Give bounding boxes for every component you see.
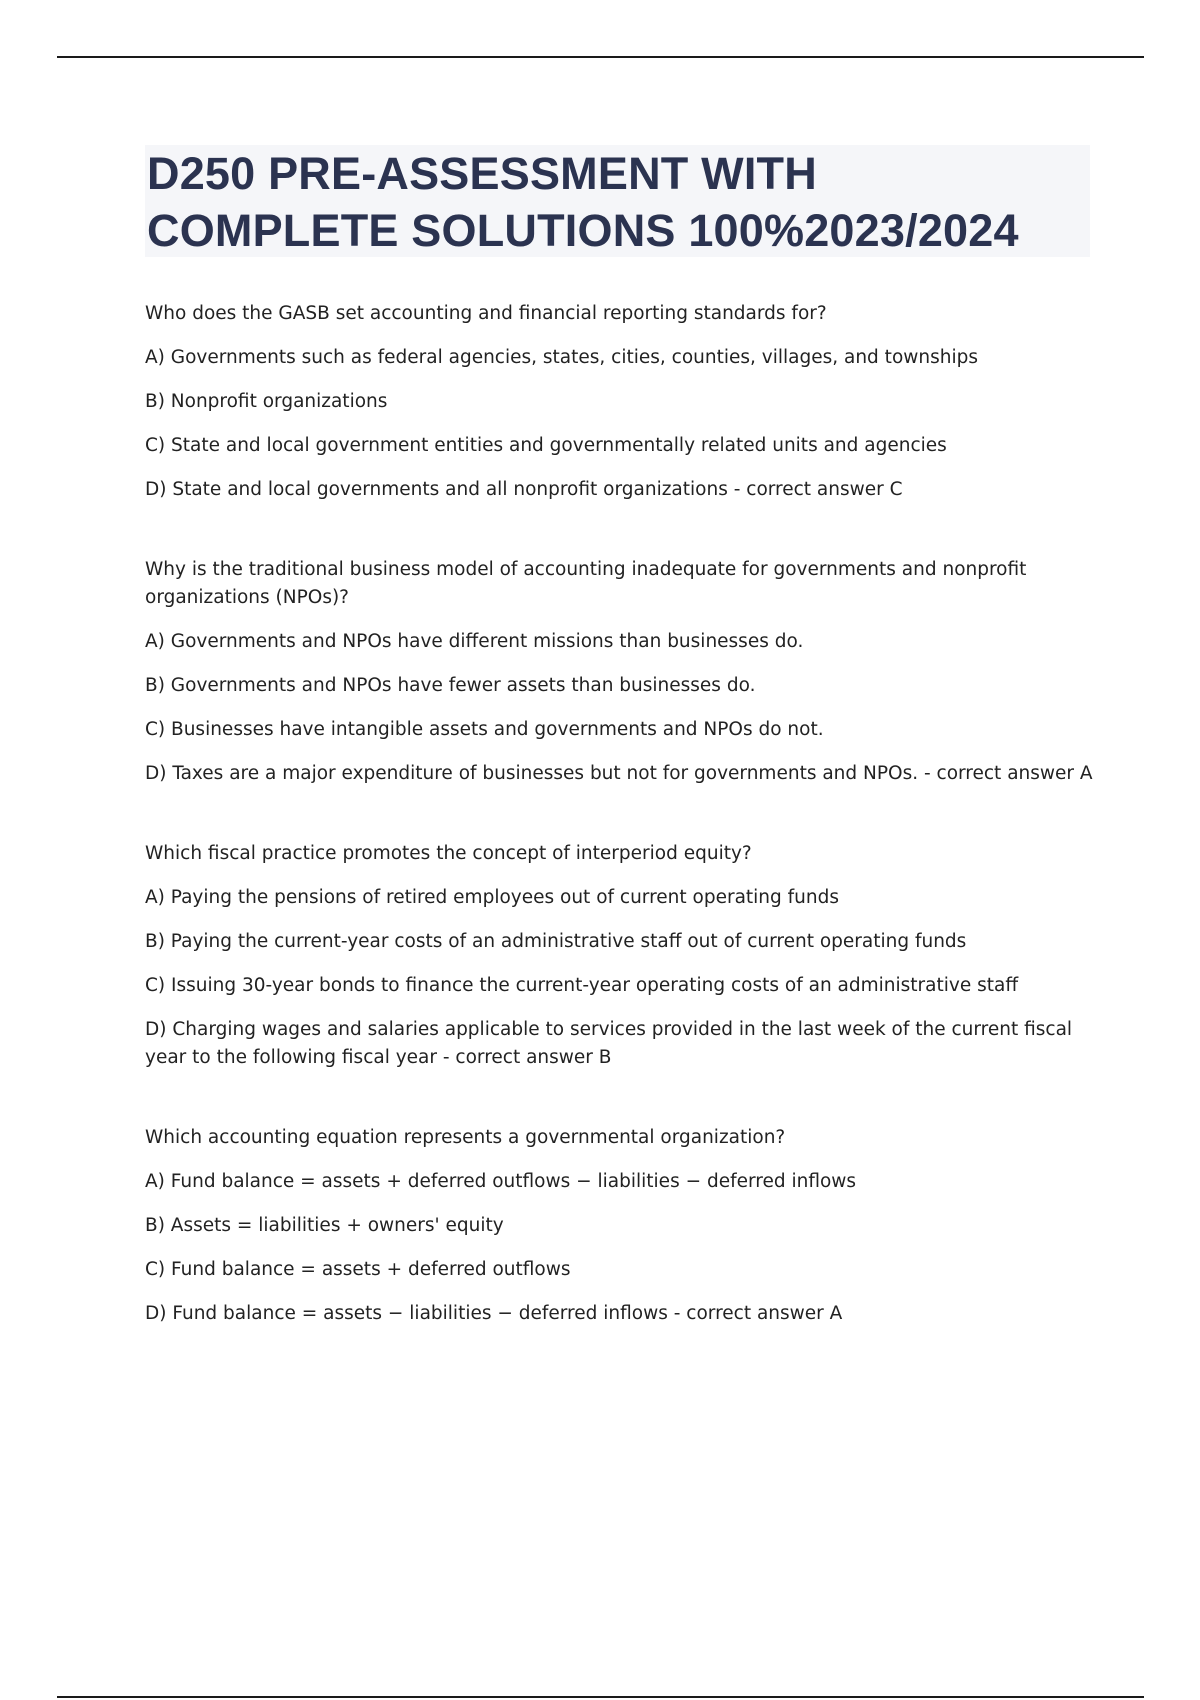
- option-a: A) Fund balance = assets + deferred outflows − liabilities − deferred inflows: [145, 1171, 857, 1192]
- option-d-with-answer: D) Charging wages and salaries applicable to services provided in the last week of the current fiscal year to the following fiscal year - correct answer B: [145, 1019, 1073, 1068]
- question-text: Which fiscal practice promotes the concept of interperiod equity?: [145, 843, 752, 864]
- option-b: B) Assets = liabilities + owners' equity: [145, 1215, 504, 1236]
- question-block-4: [145, 1124, 1105, 1328]
- option-c: C) Fund balance = assets + deferred outflows: [145, 1259, 571, 1280]
- option-a: A) Governments and NPOs have different missions than businesses do.: [145, 631, 804, 652]
- option-a: A) Paying the pensions of retired employees out of current operating funds: [145, 887, 839, 908]
- title-line-1: D250 PRE-ASSESSMENT WITH: [147, 148, 817, 199]
- option-b: B) Nonprofit organizations: [145, 391, 388, 412]
- question-text: Why is the traditional business model of accounting inadequate for governments and nonprofit organizations (NPOs)?: [145, 559, 1027, 608]
- bottom-divider: [57, 1696, 1144, 1698]
- option-d-with-answer: D) State and local governments and all nonprofit organizations - correct answer C: [145, 479, 903, 500]
- option-d-with-answer: D) Taxes are a major expenditure of businesses but not for governments and NPOs. - correct answer A: [145, 763, 1093, 784]
- option-c: C) Businesses have intangible assets and governments and NPOs do not.: [145, 719, 824, 740]
- question-block-1: [145, 300, 1105, 504]
- question-block-2: [145, 556, 1105, 788]
- title-line-2: COMPLETE SOLUTIONS 100%2023/2024: [147, 205, 1019, 256]
- option-a: A) Governments such as federal agencies, states, cities, counties, villages, and townships: [145, 347, 978, 368]
- option-c: C) State and local government entities and governmentally related units and agencies: [145, 435, 947, 456]
- question-list: [145, 300, 1105, 1380]
- question-text: Which accounting equation represents a governmental organization?: [145, 1127, 786, 1148]
- document-title: [147, 145, 1088, 259]
- option-b: B) Paying the current-year costs of an administrative staff out of current operating funds: [145, 931, 967, 952]
- title-banner: [145, 145, 1090, 257]
- option-c: C) Issuing 30-year bonds to finance the current-year operating costs of an administrative staff: [145, 975, 1019, 996]
- top-divider: [57, 56, 1144, 58]
- question-text: Who does the GASB set accounting and financial reporting standards for?: [145, 303, 827, 324]
- question-block-3: [145, 840, 1105, 1072]
- option-d-with-answer: D) Fund balance = assets − liabilities − deferred inflows - correct answer A: [145, 1303, 843, 1324]
- option-b: B) Governments and NPOs have fewer assets than businesses do.: [145, 675, 756, 696]
